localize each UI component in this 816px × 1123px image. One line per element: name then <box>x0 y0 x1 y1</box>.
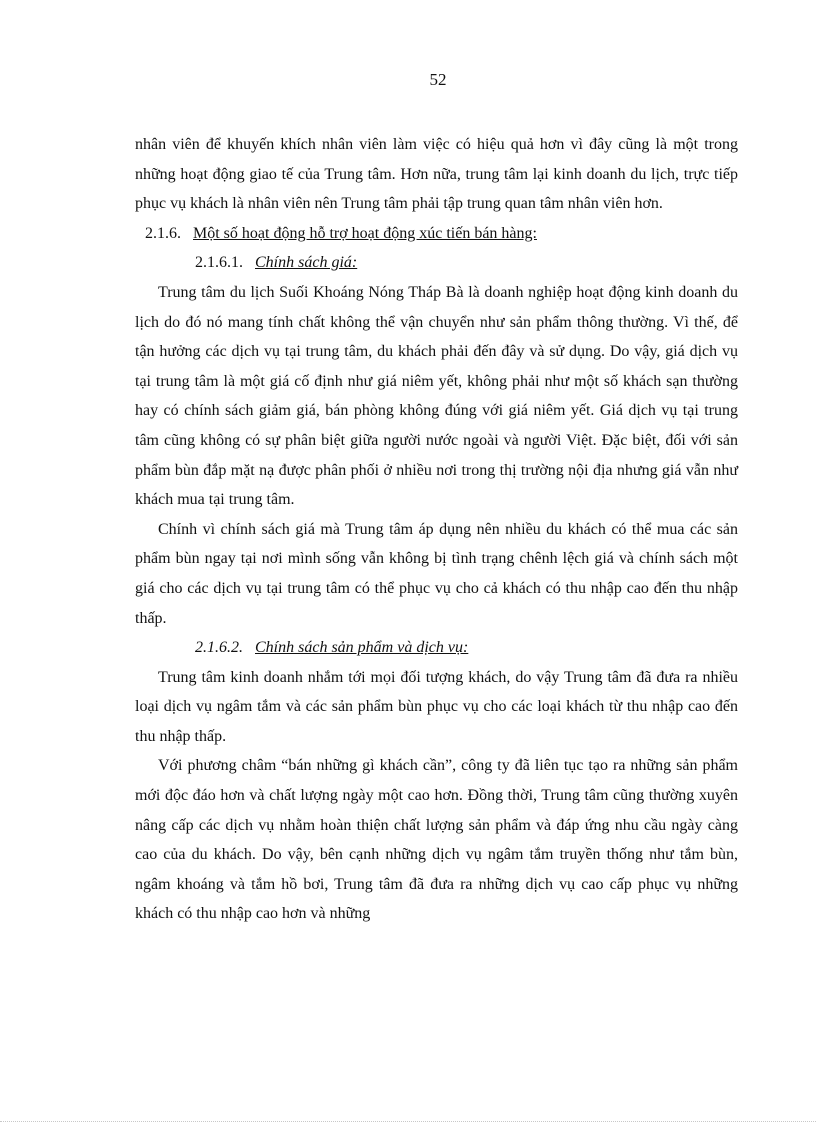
section-heading-2-1-6-2 <box>135 633 738 663</box>
section-title: Chính sách sản phẩm và dịch vụ: <box>255 639 469 657</box>
paragraph-product-target: Trung tâm kinh doanh nhắm tới mọi đối tượng khách, do vậy Trung tâm đã đưa ra nhiều loại dịch vụ ngâm tắm và các sản phẩm bùn phục vụ cho các loại khách từ thu nhập cao đến thu nhập thấp. <box>135 668 738 745</box>
paragraph-intro: nhân viên để khuyến khích nhân viên làm việc có hiệu quả hơn vì đây cũng là một trong những hoạt động giao tế của Trung tâm. Hơn nữa, trung tâm lại kinh doanh du lịch, trực tiếp phục vụ khách là nhân viên nên Trung tâm phải tập trung quan tâm nhân viên hơn. <box>135 136 738 213</box>
section-number: 2.1.6.2. <box>195 639 243 657</box>
paragraph-product-motto: Với phương châm “bán những gì khách cần”, công ty đã liên tục tạo ra những sản phẩm mới độc đáo hơn và chất lượng ngày một cao hơn. Đồng thời, Trung tâm cũng thường xuyên nâng cấp các dịch vụ nhằm hoàn thiện chất lượng sản phẩm và đáp ứng nhu cầu ngày càng cao của du khách. Do vậy, bên cạnh những dịch vụ ngâm tắm truyền thống như tắm bùn, ngâm khoáng và tắm hồ bơi, Trung tâm đã đưa ra những dịch vụ cao cấp phục vụ những khách có thu nhập cao hơn và những <box>135 757 738 923</box>
page-bottom-edge <box>0 1121 816 1122</box>
section-heading-2-1-6-1 <box>135 248 738 278</box>
section-heading-2-1-6 <box>135 219 738 249</box>
section-number: 2.1.6.1. <box>195 254 243 272</box>
page-number: 52 <box>429 70 447 89</box>
section-title: Chính sách giá: <box>255 254 358 272</box>
section-number: 2.1.6. <box>145 224 181 242</box>
paragraph-pricing-benefit: Chính vì chính sách giá mà Trung tâm áp dụng nên nhiều du khách có thể mua các sản phẩm bùn ngay tại nơi mình sống vẫn không bị tình trạng chênh lệch giá và chính sách một giá cho các dịch vụ tại trung tâm có thể phục vụ cho cả khách có thu nhập cao đến thu nhập thấp. <box>135 520 738 627</box>
section-title: Một số hoạt động hỗ trợ hoạt động xúc tiến bán hàng: <box>193 224 537 242</box>
paragraph-pricing-policy: Trung tâm du lịch Suối Khoáng Nóng Tháp Bà là doanh nghiệp hoạt động kinh doanh du lịch do đó nó mang tính chất không thể vận chuyển như sản phẩm thông thường. Vì thế, để tận hưởng các dịch vụ tại trung tâm, du khách phải đến đây và sử dụng. Do vậy, giá dịch vụ tại trung tâm là một giá cố định như giá niêm yết, không phải như một số khách sạn thường hay có chính sách giảm giá, bán phòng không đúng với giá niêm yết. Giá dịch vụ tại trung tâm cũng không có sự phân biệt giữa người nước ngoài và người Việt. Đặc biệt, đối với sản phẩm bùn đắp mặt nạ được phân phối ở nhiều nơi trong thị trường nội địa nhưng giá vẫn như khách mua tại trung tâm. <box>135 283 738 509</box>
document-body <box>135 130 738 929</box>
